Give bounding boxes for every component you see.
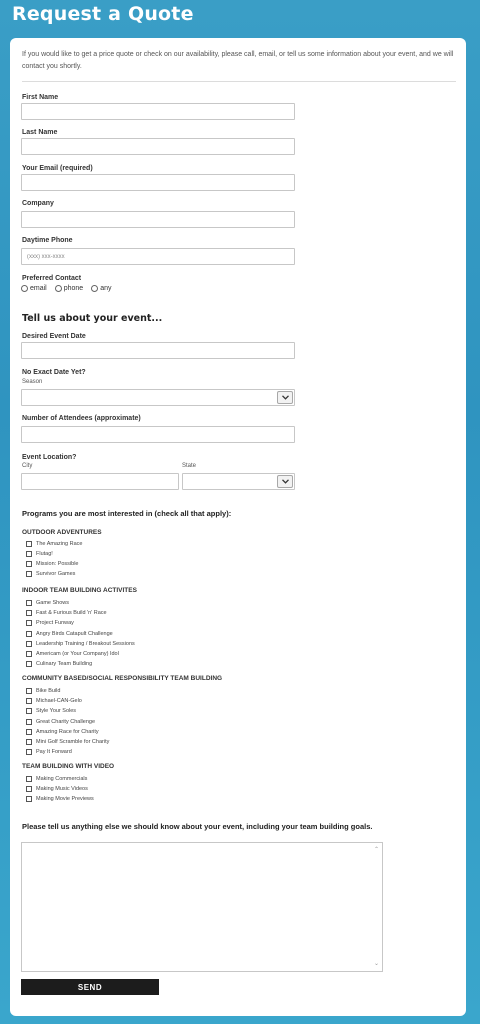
desired-date-label: Desired Event Date bbox=[22, 333, 86, 340]
checkbox-icon bbox=[26, 708, 32, 714]
checkbox-icon bbox=[26, 551, 32, 557]
city-label: City bbox=[22, 463, 33, 469]
phone-input[interactable] bbox=[21, 248, 295, 265]
first-name-label: First Name bbox=[22, 94, 59, 101]
checkbox-item[interactable]: Americam (or Your Company) Idol bbox=[26, 649, 119, 658]
checkbox-item[interactable]: Flutag! bbox=[26, 549, 53, 558]
checkbox-icon bbox=[26, 631, 32, 637]
state-select[interactable] bbox=[182, 473, 295, 490]
checkbox-icon bbox=[26, 698, 32, 704]
checkbox-item[interactable]: Bike Build bbox=[26, 686, 60, 695]
send-button[interactable]: SEND bbox=[21, 979, 159, 995]
checkbox-icon bbox=[26, 541, 32, 547]
category-title: TEAM BUILDING WITH VIDEO bbox=[22, 763, 115, 770]
radio-phone[interactable]: phone bbox=[55, 285, 83, 292]
preferred-contact-label: Preferred Contact bbox=[22, 275, 82, 282]
no-exact-date-label: No Exact Date Yet? bbox=[22, 369, 86, 376]
email-input[interactable] bbox=[21, 174, 295, 191]
scrollbar[interactable] bbox=[374, 847, 380, 967]
checkbox-icon bbox=[26, 739, 32, 745]
scroll-up-icon[interactable]: ⌃ bbox=[374, 847, 380, 853]
checkbox-item[interactable]: The Amazing Race bbox=[26, 539, 82, 548]
checkbox-item[interactable]: Great Charity Challenge bbox=[26, 717, 95, 726]
event-location-label: Event Location? bbox=[22, 454, 77, 461]
divider bbox=[22, 81, 456, 82]
last-name-input[interactable] bbox=[21, 138, 295, 155]
checkbox-icon bbox=[26, 610, 32, 616]
season-label: Season bbox=[22, 379, 43, 385]
first-name-input[interactable] bbox=[21, 103, 295, 120]
checkbox-item[interactable]: Fast & Furious Build 'n' Race bbox=[26, 608, 107, 617]
phone-label: Daytime Phone bbox=[22, 237, 73, 244]
category-title: INDOOR TEAM BUILDING ACTIVITES bbox=[22, 587, 137, 594]
programs-heading: Programs you are most interested in (check all that apply): bbox=[22, 509, 232, 518]
checkbox-item[interactable]: Survivor Games bbox=[26, 569, 75, 578]
checkbox-item[interactable]: Project Funway bbox=[26, 618, 74, 627]
radio-email[interactable]: email bbox=[21, 285, 47, 292]
chevron-down-icon bbox=[277, 475, 293, 488]
checkbox-icon bbox=[26, 719, 32, 725]
quote-form bbox=[10, 38, 466, 1016]
checkbox-icon bbox=[26, 688, 32, 694]
checkbox-item[interactable]: Angry Birds Catapult Challenge bbox=[26, 629, 113, 638]
desired-date-input[interactable] bbox=[21, 342, 295, 359]
checkbox-icon bbox=[26, 729, 32, 735]
preferred-contact-group bbox=[21, 285, 120, 292]
checkbox-icon bbox=[26, 600, 32, 606]
company-input[interactable] bbox=[21, 211, 295, 228]
checkbox-item[interactable]: Making Commercials bbox=[26, 774, 87, 783]
checkbox-item[interactable]: Pay It Forward bbox=[26, 747, 72, 756]
checkbox-item[interactable]: Game Shows bbox=[26, 598, 69, 607]
checkbox-icon bbox=[26, 651, 32, 657]
radio-circle-icon bbox=[21, 285, 28, 292]
checkbox-icon bbox=[26, 661, 32, 667]
checkbox-item[interactable]: Style Your Soles bbox=[26, 706, 76, 715]
category-title: COMMUNITY BASED/SOCIAL RESPONSIBILITY TEAM BUILDING bbox=[22, 675, 223, 682]
scroll-down-icon[interactable]: ⌄ bbox=[374, 961, 380, 967]
page-title: Request a Quote bbox=[12, 3, 194, 25]
notes-label: Please tell us anything else we should know about your event, including your team building goals. bbox=[22, 822, 373, 831]
chevron-down-icon bbox=[277, 391, 293, 404]
checkbox-item[interactable]: Amazing Race for Charity bbox=[26, 727, 99, 736]
category-title: OUTDOOR ADVENTURES bbox=[22, 529, 102, 536]
attendees-input[interactable] bbox=[21, 426, 295, 443]
email-label: Your Email (required) bbox=[22, 165, 93, 172]
checkbox-item[interactable]: Leadership Training / Breakout Sessions bbox=[26, 639, 135, 648]
checkbox-icon bbox=[26, 620, 32, 626]
radio-any[interactable]: any bbox=[91, 285, 111, 292]
intro-text: If you would like to get a price quote or check on our availability, please call, email, or tell us some information about your event, and we will contact you shortly. bbox=[22, 51, 454, 70]
city-input[interactable] bbox=[21, 473, 179, 490]
checkbox-item[interactable]: Culinary Team Building bbox=[26, 659, 92, 668]
company-label: Company bbox=[22, 200, 54, 207]
radio-circle-icon bbox=[55, 285, 62, 292]
attendees-label: Number of Attendees (approximate) bbox=[22, 415, 141, 422]
state-label: State bbox=[182, 463, 197, 469]
event-heading: Tell us about your event... bbox=[22, 313, 163, 324]
checkbox-icon bbox=[26, 776, 32, 782]
season-select[interactable] bbox=[21, 389, 295, 406]
checkbox-item[interactable]: Michael-CAN-Gelo bbox=[26, 696, 82, 705]
notes-textarea[interactable] bbox=[21, 842, 383, 972]
radio-circle-icon bbox=[91, 285, 98, 292]
checkbox-icon bbox=[26, 796, 32, 802]
checkbox-item[interactable]: Mini Golf Scramble for Charity bbox=[26, 737, 109, 746]
checkbox-item[interactable]: Making Music Videos bbox=[26, 784, 88, 793]
checkbox-icon bbox=[26, 786, 32, 792]
checkbox-icon bbox=[26, 749, 32, 755]
checkbox-item[interactable]: Mission: Possible bbox=[26, 559, 79, 568]
last-name-label: Last Name bbox=[22, 129, 58, 136]
checkbox-icon bbox=[26, 641, 32, 647]
checkbox-item[interactable]: Making Movie Previews bbox=[26, 794, 94, 803]
checkbox-icon bbox=[26, 561, 32, 567]
checkbox-icon bbox=[26, 571, 32, 577]
